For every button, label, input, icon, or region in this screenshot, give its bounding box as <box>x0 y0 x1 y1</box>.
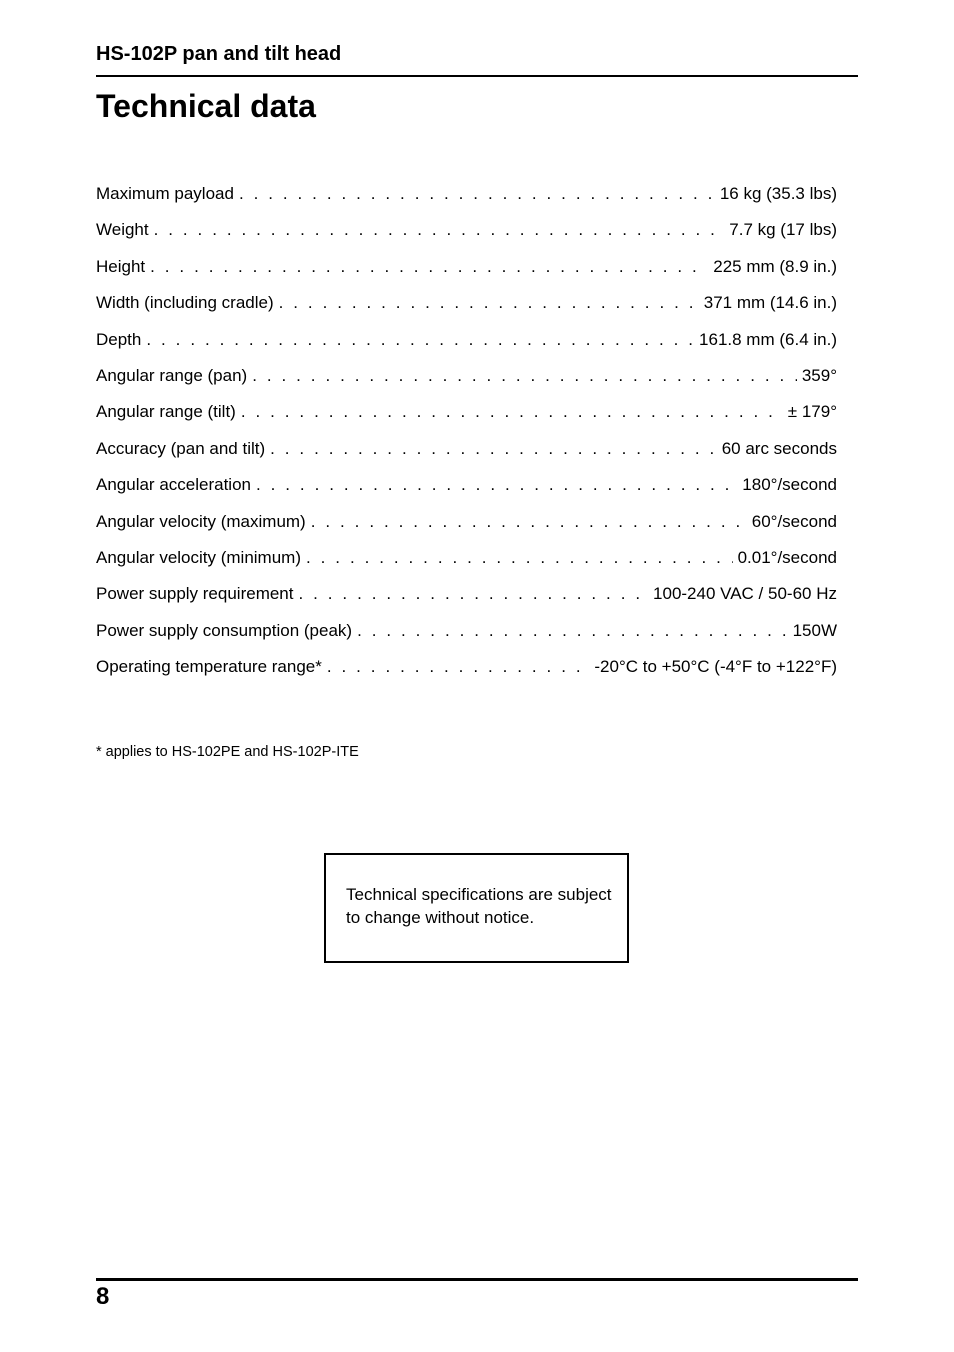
dot-leader <box>270 431 717 467</box>
spec-row <box>96 467 837 503</box>
dot-leader <box>256 467 737 503</box>
footer-rule <box>96 1278 858 1281</box>
dot-leader <box>239 176 715 212</box>
footnote: * applies to HS-102PE and HS-102P-ITE <box>96 744 359 760</box>
spec-label: Angular range (tilt) <box>96 402 236 422</box>
spec-label: Angular velocity (minimum) <box>96 547 301 567</box>
spec-row <box>96 358 837 394</box>
dot-leader <box>311 504 747 540</box>
header-rule <box>96 75 858 77</box>
spec-row <box>96 576 837 612</box>
spec-label: Angular velocity (maximum) <box>96 511 306 531</box>
spec-row <box>96 649 837 685</box>
spec-value: 16 kg (35.3 lbs) <box>719 184 837 203</box>
dot-leader <box>298 576 648 612</box>
spec-row <box>96 249 837 285</box>
dot-leader <box>279 285 699 321</box>
spec-label: Operating temperature range* <box>96 657 322 677</box>
spec-value: 371 mm (14.6 in.) <box>703 293 837 313</box>
spec-value: -20°C to +50°C (-4°F to +122°F) <box>594 657 837 677</box>
spec-label: Depth <box>96 329 142 349</box>
page-title: Technical data <box>96 88 316 124</box>
spec-label: Accuracy (pan and tilt) <box>96 438 266 458</box>
spec-value: 60°/second <box>751 511 837 531</box>
spec-row <box>96 176 837 212</box>
spec-value: 180°/second <box>742 475 837 495</box>
spec-label: Weight <box>96 220 149 240</box>
spec-label: Angular acceleration <box>96 475 251 495</box>
spec-row <box>96 212 837 248</box>
spec-value: 100-240 VAC / 50-60 Hz <box>653 584 837 604</box>
dot-leader <box>357 613 788 649</box>
spec-row <box>96 504 837 540</box>
spec-value: 150W <box>792 620 837 640</box>
running-header-title: HS-102P pan and tilt head <box>96 43 342 65</box>
spec-value: 7.7 kg (17 lbs) <box>729 220 837 240</box>
spec-row <box>96 322 837 358</box>
spec-row <box>96 285 837 321</box>
spec-row <box>96 613 837 649</box>
spec-row <box>96 394 837 430</box>
dot-leader <box>150 249 708 285</box>
dot-leader <box>306 540 733 576</box>
spec-label: Angular range (pan) <box>96 365 248 385</box>
spec-label: Power supply consumption (peak) <box>96 620 353 640</box>
spec-label: Width (including cradle) <box>96 293 274 313</box>
spec-value: 60 arc seconds <box>721 438 837 458</box>
spec-label: Height <box>96 256 146 276</box>
spec-value: 161.8 mm (6.4 in.) <box>699 329 837 349</box>
spec-label: Maximum payload <box>96 184 234 203</box>
dot-leader <box>252 358 797 394</box>
page-number: 8 <box>96 1283 110 1310</box>
notice-text: Technical specifications are subject to change without notice. <box>346 885 612 927</box>
dot-leader <box>146 322 694 358</box>
spec-label: Power supply requirement <box>96 584 294 604</box>
dot-leader <box>241 394 783 430</box>
dot-leader <box>327 649 590 685</box>
spec-row <box>96 431 837 467</box>
spec-list <box>96 176 837 685</box>
dot-leader <box>154 212 725 248</box>
spec-value: 359° <box>801 365 837 385</box>
spec-row <box>96 540 837 576</box>
notice-box <box>324 853 629 963</box>
spec-value: 225 mm (8.9 in.) <box>713 256 837 276</box>
spec-value: 0.01°/second <box>737 547 837 567</box>
spec-value: ± 179° <box>787 402 837 422</box>
